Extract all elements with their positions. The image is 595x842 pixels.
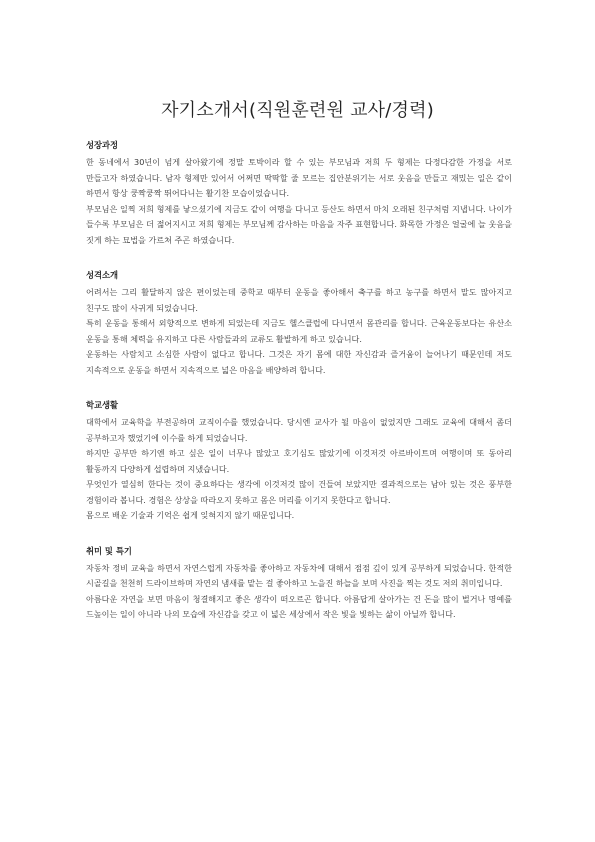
- paragraph: 한 동네에서 30년이 넘게 살아왔기에 정말 토박이라 할 수 있는 부모님과 저희 두 형제는 다정다감한 가정을 서로 만들고자 하였습니다. 남자 형제만 있어서 어쩌면 딱딱할 줄 모르는 집안분위기는 서로 웃음을 만들고 재밌는 일은 같이 하면서 항상 쿵짝쿵짝 뛰어다니는 활기찬 모습이었습니다.: [86, 157, 512, 198]
- section-hobbies: [86, 544, 512, 623]
- paragraph: 부모님은 일찍 저희 형제를 낳으셨기에 지금도 같이 여행을 다니고 등산도 하면서 마치 오래된 친구처럼 지냅니다. 나이가 들수록 부모님은 더 젊어지시고 저희 형제는 부모님께 감사하는 마음을 자주 표현합니다. 화목한 가정은 얼굴에 늘 웃음을 짓게 하는 묘법을 가르쳐 주곤 하였습니다.: [86, 203, 512, 245]
- section-personality: [86, 268, 512, 378]
- section-school-life: [86, 398, 512, 524]
- document-body: [86, 138, 512, 641]
- paragraph: 자동차 정비 교육을 하면서 자연스럽게 자동차를 좋아하고 자동차에 대해서 점점 깊이 있게 공부하게 되었습니다. 한적한 시골길을 천천히 드라이브하며 자연의 냄새를 맡는 걸 좋아하고 노을진 하늘을 보며 사진을 찍는 것도 저의 취미입니다.: [86, 562, 512, 588]
- section-heading: 성격소개: [86, 270, 119, 280]
- section-heading: 학교생활: [86, 400, 119, 410]
- paragraph: 몸으로 배운 기술과 기억은 쉽게 잊혀지지 않기 때문입니다.: [86, 510, 295, 520]
- paragraph: 하지만 공부만 하기엔 하고 싶은 일이 너무나 많았고 호기심도 많았기에 이것저것 아르바이트며 여행이며 또 동아리 활동까지 다양하게 섭렵하며 지냈습니다.: [86, 448, 512, 474]
- paragraph: 무엇인가 열심히 한다는 것이 중요하다는 생각에 이것저것 많이 건들여 보았지만 결과적으로는 남아 있는 것은 풍부한 경험이라 봅니다. 경험은 상상을 따라오지 못하고 몸은 머리를 이기지 못한다고 합니다.: [86, 479, 512, 505]
- section-heading: 성장과정: [86, 140, 119, 150]
- document-title: 자기소개서(직원훈련원 교사/경력): [161, 100, 434, 121]
- section-heading: 취미 및 특기: [86, 545, 132, 556]
- paragraph: 특히 운동을 통해서 외향적으로 변하게 되었는데 지금도 헬스클럽에 다니면서 몸관리를 합니다. 근육운동보다는 유산소 운동을 통해 체력을 유지하고 다른 사람들과의 교류도 활발하게 하고 있습니다.: [86, 318, 512, 344]
- paragraph: 어려서는 그리 활달하지 않은 편이었는데 중학교 때부터 운동을 좋아해서 축구를 하고 농구를 하면서 말도 많아지고 친구도 많이 사귀게 되었습니다.: [86, 287, 512, 313]
- paragraph: 대학에서 교육학을 부전공하며 교직이수를 했었습니다. 당시엔 교사가 될 마음이 없었지만 그래도 교육에 대해서 좀더 공부하고자 했었기에 이수를 하게 되었습니다.: [86, 417, 512, 443]
- section-growth: [86, 138, 512, 248]
- paragraph: 아름다운 자연을 보면 마음이 청결해지고 좋은 생각이 떠오르곤 합니다. 아름답게 살아가는 건 돈을 많이 벌거나 명예를 드높이는 일이 아니라 나의 모습에 자신감을 갖고 이 넓은 세상에서 작은 빛을 빛하는 삶이 아닐까 합니다.: [86, 593, 512, 619]
- paragraph: 운동하는 사람치고 소심한 사람이 없다고 합니다. 그것은 자기 몸에 대한 자신감과 즐거움이 늘어나기 때문인데 저도 지속적으로 운동을 하면서 지속적으로 넓은 마음을 배양하려 합니다.: [86, 349, 512, 375]
